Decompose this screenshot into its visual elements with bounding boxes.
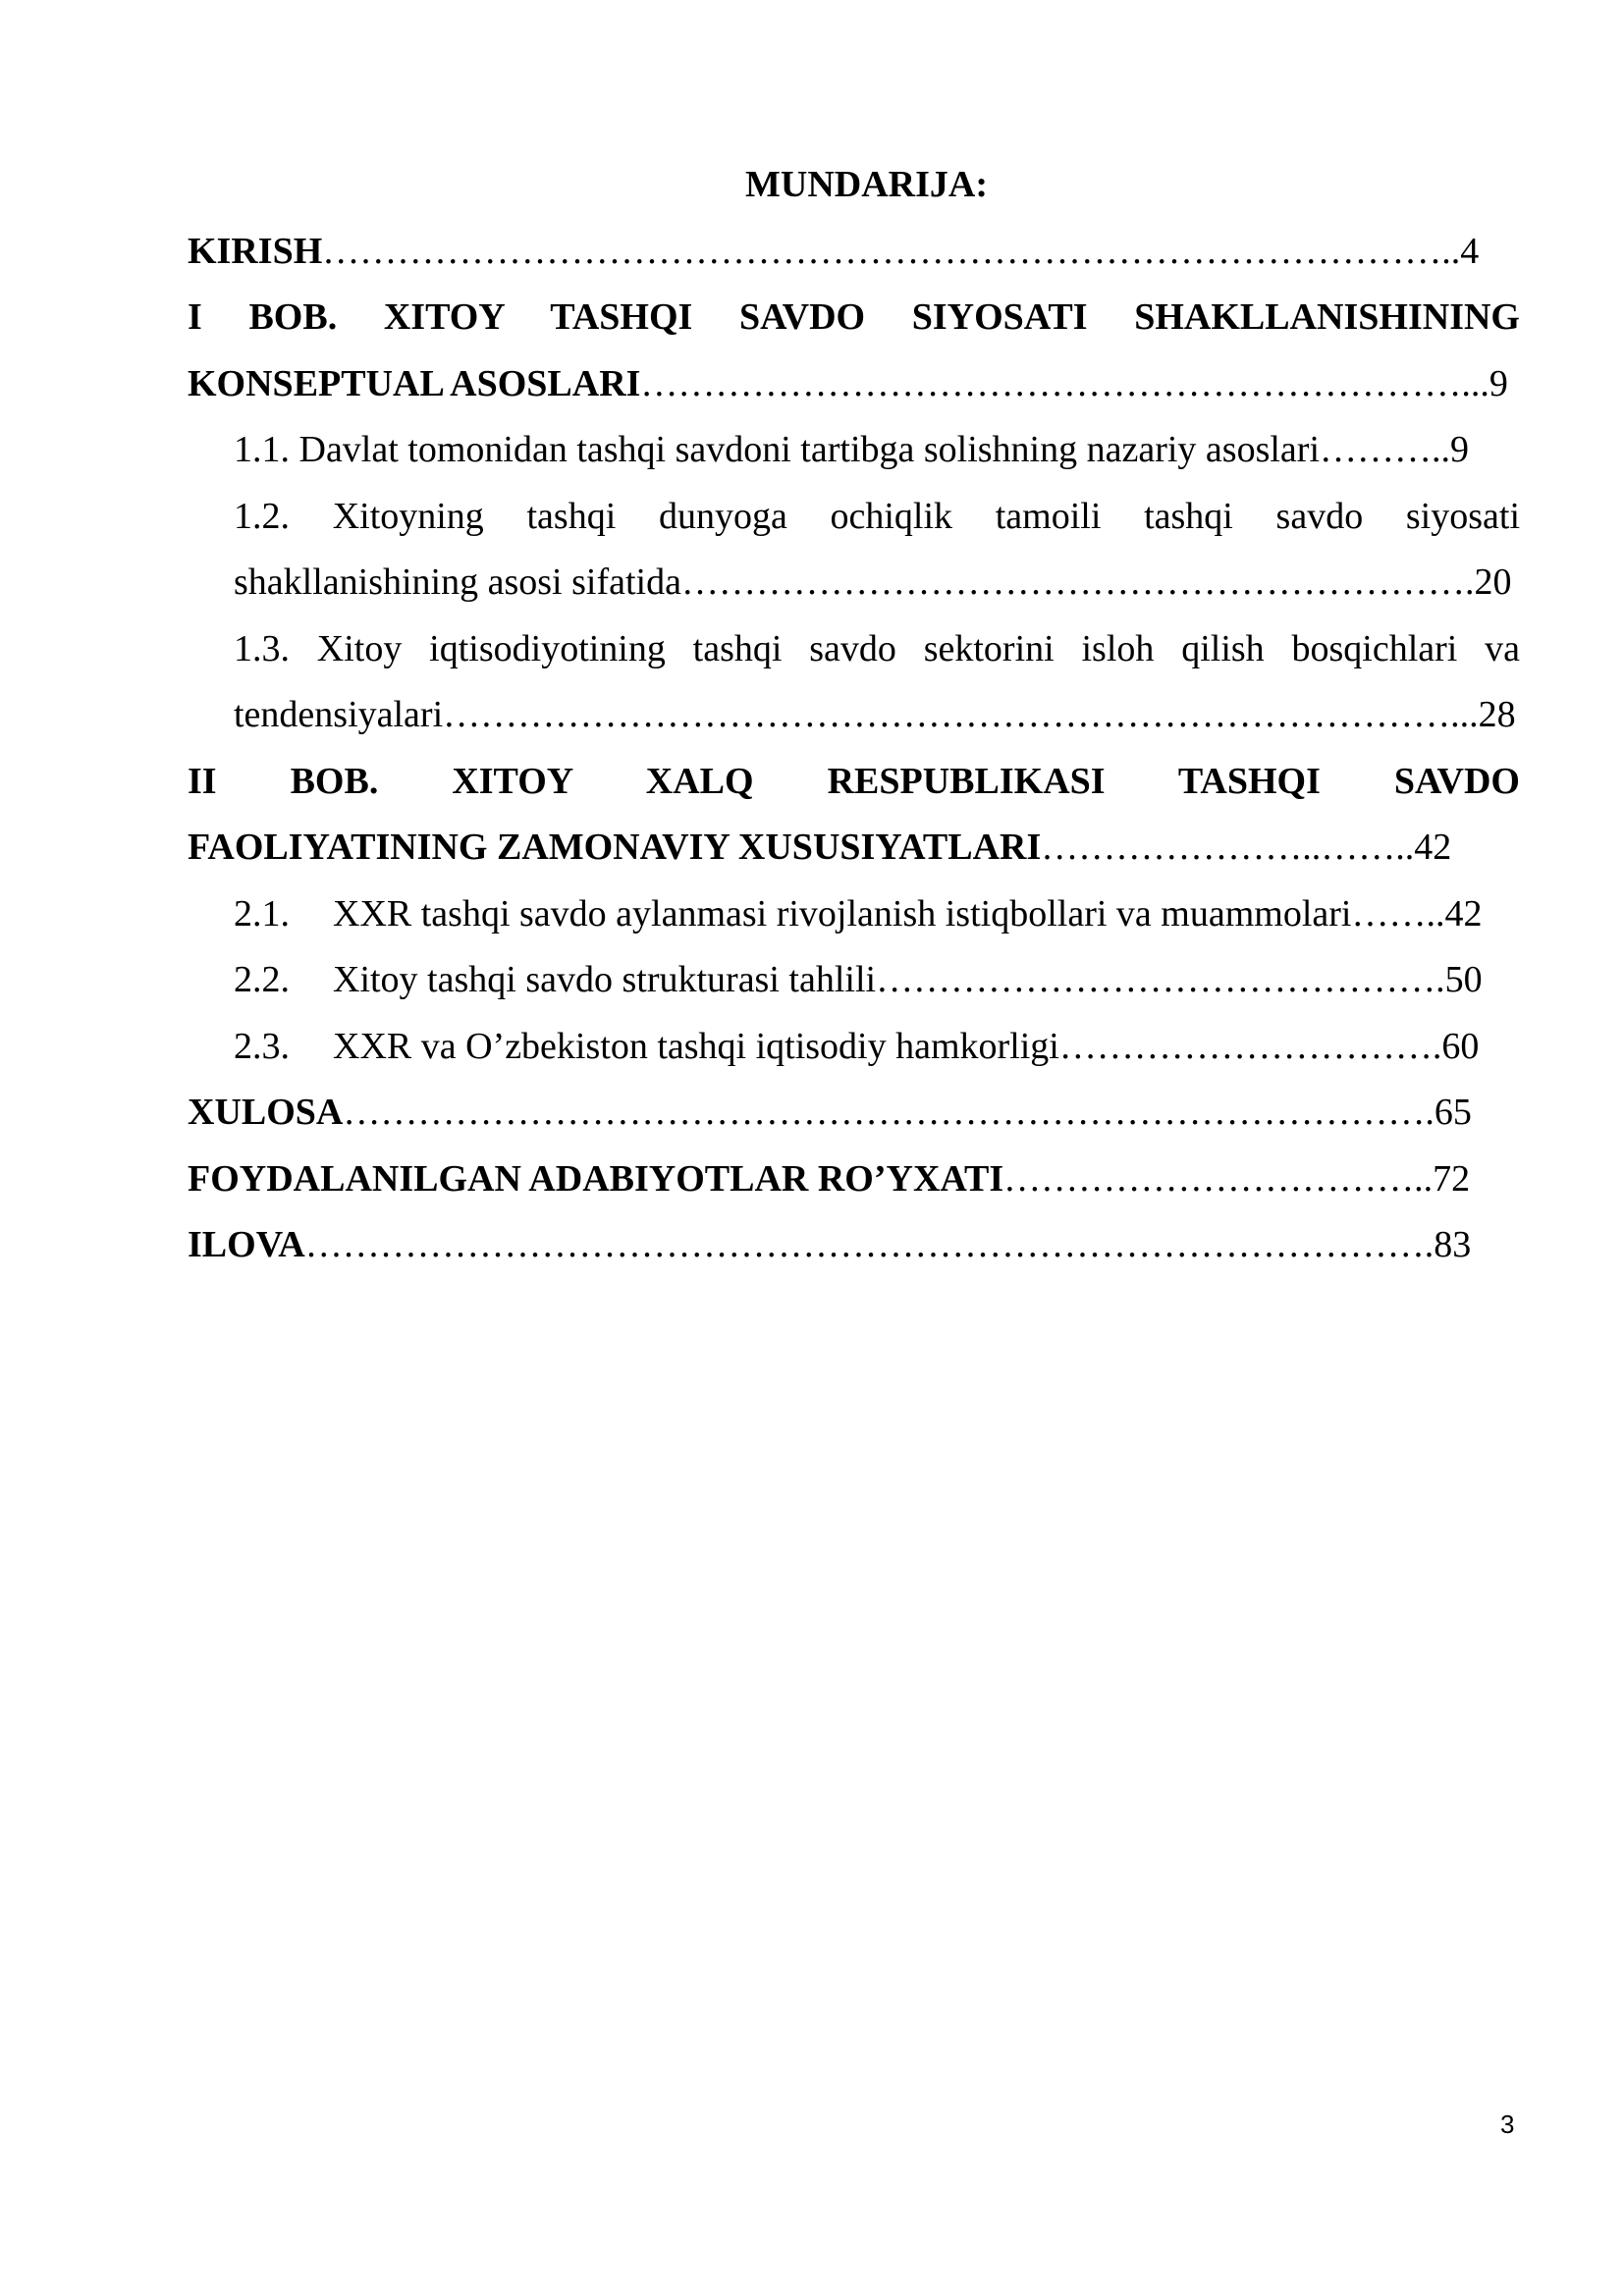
- toc-page-number: 9: [1489, 362, 1508, 404]
- toc-entry-label: FAOLIYATINING ZAMONAVIY XUSUSIYATLARI: [188, 827, 1042, 868]
- toc-entry-xulosa: [188, 1080, 1520, 1147]
- toc-leader: ……………………………..: [1003, 1157, 1434, 1200]
- toc-entry-foydalanilgan-adabiyotlar: [188, 1147, 1520, 1213]
- toc-section-2-3: [188, 1014, 1520, 1081]
- toc-entry-label: XULOSA: [188, 1092, 344, 1133]
- toc-section-1-3-line1: 1.3. Xitoy iqtisodiyotining tashqi savdo sektorini isloh qilish bosqichlari va: [234, 627, 1520, 669]
- toc-leader: …………………………………………………………………………….: [343, 1092, 1435, 1133]
- toc-entry-text: shakllanishining asosi sifatida: [234, 561, 681, 603]
- toc-entry-text: tendensiyalari: [234, 694, 444, 735]
- toc-section-number: 2.2.: [234, 959, 290, 1000]
- toc-section-number: 2.1.: [234, 892, 290, 934]
- page-number: 3: [1500, 2109, 1515, 2139]
- toc-entry-label: ILOVA: [188, 1224, 305, 1265]
- toc-leader: …………………..……..: [1041, 827, 1415, 868]
- toc-page-number: 72: [1433, 1157, 1471, 1200]
- toc-chapter2-title-line2: [188, 815, 1520, 881]
- toc-title: MUNDARIJA:: [745, 164, 988, 205]
- toc-entry-label: KIRISH: [188, 230, 323, 272]
- toc-leader: ……………………………………………………………………………….: [304, 1224, 1435, 1265]
- toc-entry-text: XXR tashqi savdo aylanmasi rivojlanish istiqbollari va muammolari: [333, 892, 1352, 934]
- toc-page-number: 42: [1414, 827, 1452, 868]
- toc-section-1-3-line2: [188, 682, 1520, 749]
- toc-leader: ……..: [1351, 892, 1445, 934]
- toc-page-number: 42: [1444, 892, 1483, 934]
- toc-chapter2-title-line1: II BOB. XITOY XALQ RESPUBLIKASI TASHQI SAVDO: [188, 760, 1520, 802]
- toc-page-number: 83: [1434, 1224, 1472, 1265]
- toc-section-1-1: [188, 417, 1520, 484]
- toc-entry-text: XXR va O’zbekiston tashqi iqtisodiy hamkorligi: [333, 1025, 1059, 1067]
- toc-entry-ilova: [188, 1212, 1520, 1279]
- toc-page-number: 28: [1478, 694, 1516, 735]
- toc-page-number: 65: [1434, 1092, 1472, 1133]
- toc-entry-kirish: [188, 219, 1520, 286]
- toc-page-number: 9: [1450, 429, 1470, 470]
- toc-section-2-2: [188, 947, 1520, 1014]
- toc-page-number: 20: [1474, 561, 1512, 603]
- toc-leader: ………………………………………………………………………………..: [322, 230, 1461, 272]
- toc-entry-label: KONSEPTUAL ASOSLARI: [188, 362, 641, 404]
- toc-leader: …………………………………………………………...: [640, 362, 1489, 404]
- toc-chapter1-title-line1: I BOB. XITOY TASHQI SAVDO SIYOSATI SHAKLLANISHINING: [188, 296, 1520, 338]
- toc-entry-text: Xitoy tashqi savdo strukturasi tahlili: [333, 959, 877, 1000]
- toc-section-1-2-line2: [188, 550, 1520, 616]
- toc-section-2-1: [188, 881, 1520, 948]
- toc-entry-text: 1.1. Davlat tomonidan tashqi savdoni tartibga solishning nazariy asoslari: [234, 429, 1321, 470]
- toc-page-number: 4: [1460, 230, 1480, 272]
- toc-section-1-2-line1: 1.2. Xitoyning tashqi dunyoga ochiqlik tamoili tashqi savdo siyosati: [234, 495, 1520, 537]
- toc-section-number: 2.3.: [234, 1025, 290, 1067]
- toc-leader: ………………………………………………………………………...: [443, 694, 1479, 735]
- toc-leader: ……………………………………….: [876, 959, 1445, 1000]
- toc-page-number: 50: [1444, 959, 1483, 1000]
- toc-chapter1-title-line2: [188, 351, 1520, 418]
- toc-page-number: 60: [1441, 1025, 1480, 1067]
- toc-leader: ………………………….: [1058, 1025, 1442, 1067]
- table-of-contents: [188, 152, 1520, 1279]
- toc-leader: ……………………………………………………….: [680, 561, 1475, 603]
- toc-entry-label: FOYDALANILGAN ADABIYOTLAR RO’YXATI: [188, 1157, 1004, 1200]
- toc-leader: ………..: [1320, 429, 1451, 470]
